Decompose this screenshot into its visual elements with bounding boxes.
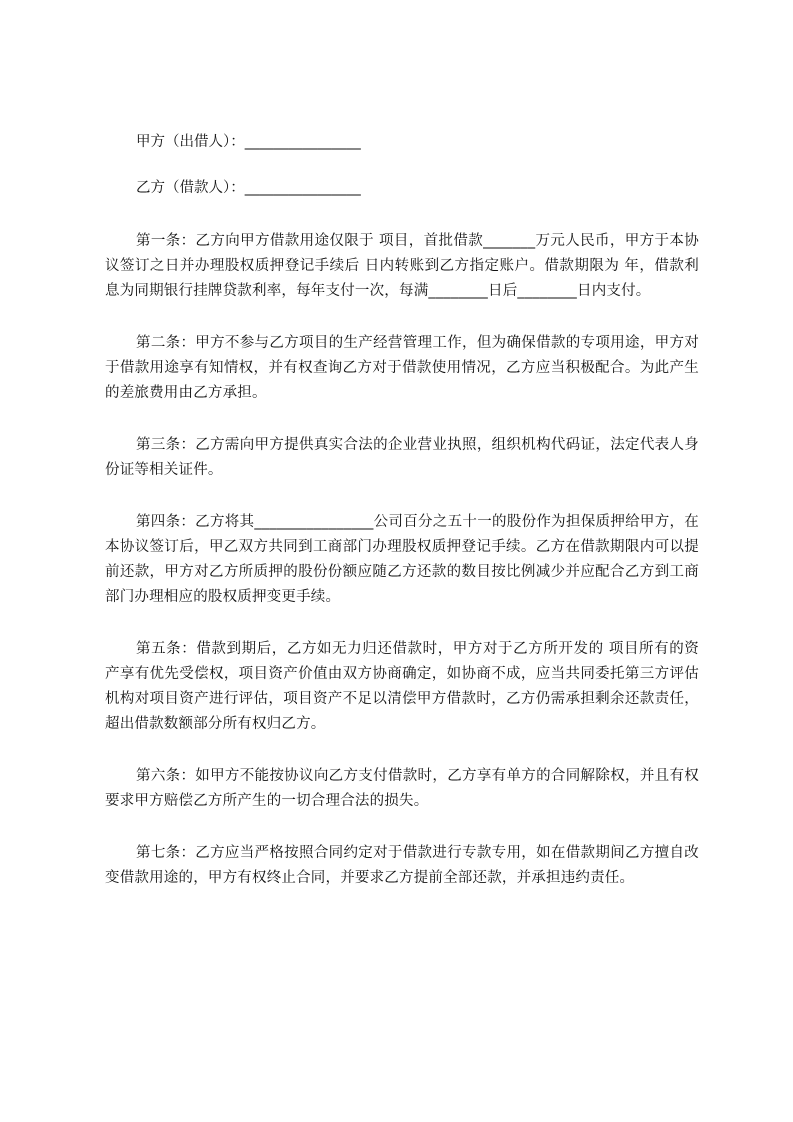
clause-7: 第七条：乙方应当严格按照合同约定对于借款进行专款专用，如在借款期间乙方擅自改变借款用途的，甲方有权终止合同，并要求乙方提前全部还款，并承担违约责任。 [105,845,699,886]
party-b-blank: ________________ [244,180,361,196]
clause-2: 第二条：甲方不参与乙方项目的生产经营管理工作，但为确保借款的专项用途，甲方对于借款用途享有知情权，并有权查询乙方对于借款使用情况，乙方应当积极配合。为此产生的差旅费用由乙方承担。 [105,335,699,401]
party-b-label: 乙方（借款人）： [136,180,245,196]
contract-body [105,130,699,910]
clause-3: 第三条：乙方需向甲方提供真实合法的企业营业执照，组织机构代码证，法定代表人身份证等相关证件。 [105,437,699,478]
clause-4: 第四条：乙方将其________________公司百分之五十一的股份作为担保质押给甲方，在本协议签订后，甲乙双方共同到工商部门办理股权质押登记手续。乙方在借款期限内可以提前还款，甲方对乙方所质押的股份份额应随乙方还款的数目按比例减少并应配合乙方到工商部门办理相应的股权质押变更手续。 [105,514,699,605]
clause-1: 第一条：乙方向甲方借款用途仅限于 项目，首批借款_______万元人民币，甲方于本协议签订之日并办理股权质押登记手续后 日内转账到乙方指定账户。借款期限为 年，借款利息为同期银行挂牌贷款利率，每年支付一次，每满________日后________日内支付。 [105,233,699,299]
clause-5: 第五条：借款到期后，乙方如无力归还借款时，甲方对于乙方所开发的 项目所有的资产享有优先受偿权，项目资产价值由双方协商确定，如协商不成，应当共同委托第三方评估机构对项目资产进行评估，项目资产不足以清偿甲方借款时，乙方仍需承担剩余还款责任，超出借款数额部分所有权归乙方。 [105,641,699,732]
party-a-label: 甲方（出借人）： [136,134,245,150]
party-b-line [105,176,699,201]
party-a-line [105,130,699,155]
clause-6: 第六条：如甲方不能按协议向乙方支付借款时，乙方享有单方的合同解除权，并且有权要求甲方赔偿乙方所产生的一切合理合法的损失。 [105,768,699,809]
party-a-blank: ________________ [244,134,361,150]
